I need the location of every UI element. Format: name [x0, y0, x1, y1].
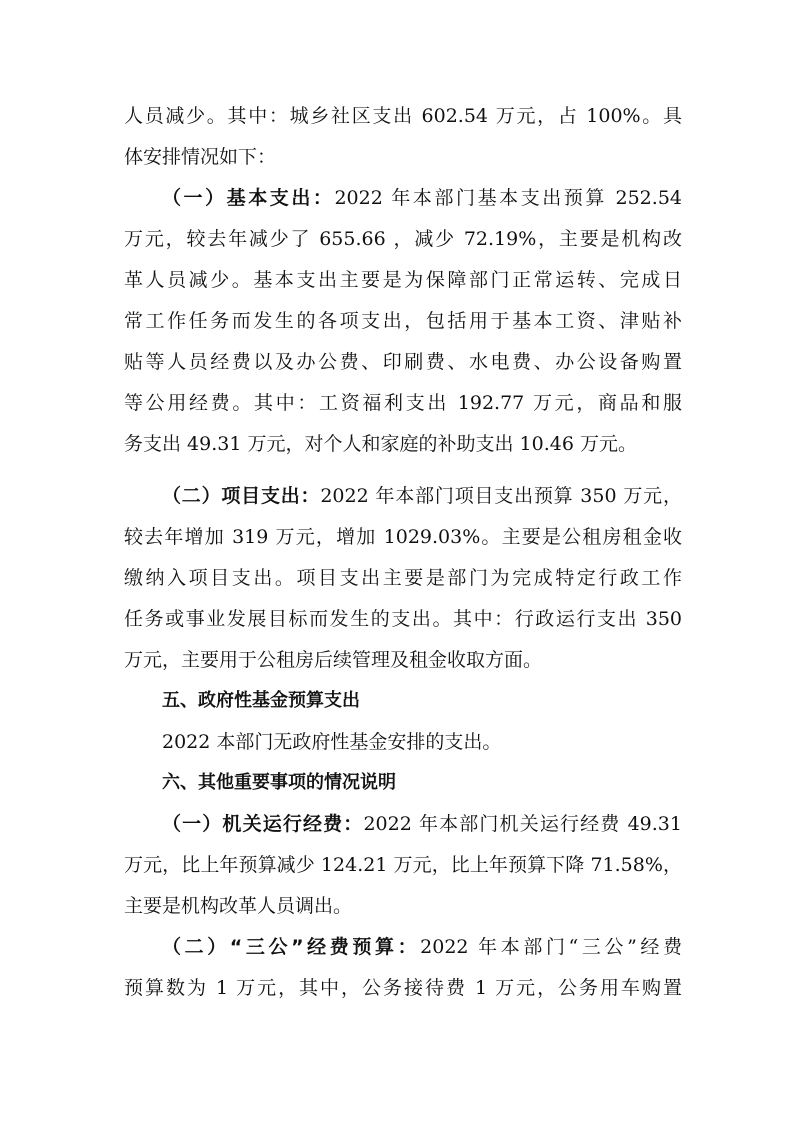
paragraph-line [124, 566, 682, 590]
paragraph-line [124, 391, 682, 415]
text-run: 贴等人员经费以及办公费、印刷费、水电费、办公设备购置 [124, 351, 682, 373]
text-run: 2022 年本部门基本支出预算 252.54 [334, 187, 682, 209]
paragraph-line [124, 145, 682, 169]
text-run: 等公用经费。其中：工资福利支出 192.77 万元，商品和服 [124, 392, 682, 414]
paragraph-line [124, 227, 682, 251]
basic-expenditure-label: （一）基本支出： [162, 187, 335, 209]
paragraph-line [124, 350, 682, 374]
paragraph-line [124, 648, 682, 672]
text-run: 较去年增加 319 万元，增加 1029.03%。主要是公租房租金收 [124, 526, 682, 548]
paragraph-line [124, 309, 682, 333]
sangong-budget-label: （二）“三公”经费预算： [162, 936, 421, 958]
operating-cost-label: （一）机关运行经费： [162, 813, 364, 835]
text-run: 缴纳入项目支出。项目支出主要是部门为完成特定行政工作 [124, 567, 682, 589]
text-run: 务支出 49.31 万元，对个人和家庭的补助支出 10.46 万元。 [124, 433, 637, 455]
text-run: 任务或事业发展目标而发生的支出。其中：行政运行支出 350 [124, 608, 682, 630]
section-heading-5: 五、政府性基金预算支出 [162, 690, 360, 711]
paragraph-line [124, 853, 682, 877]
text-run: 2022 年本部门“三公”经费 [420, 936, 682, 958]
paragraph-line [124, 894, 682, 918]
paragraph-line [124, 976, 682, 1000]
text-run: 体安排情况如下： [124, 146, 277, 168]
paragraph-line [124, 432, 682, 456]
paragraph-line [162, 484, 682, 508]
text-run: 人员减少。其中：城乡社区支出 602.54 万元，占 100%。具 [124, 105, 682, 127]
text-run: 常工作任务而发生的各项支出，包括用于基本工资、津贴补 [124, 310, 682, 332]
paragraph-line [162, 812, 682, 836]
paragraph-line [124, 104, 682, 128]
section-heading-6: 六、其他重要事项的情况说明 [162, 772, 396, 793]
paragraph-line [162, 935, 682, 959]
text-run: 万元，较去年减少了 655.66 ，减少 72.19%，主要是机构改 [124, 228, 682, 250]
paragraph-line [124, 607, 682, 631]
text-run: 主要是机构改革人员调出。 [124, 895, 353, 917]
paragraph-line [124, 525, 682, 549]
text-run: 万元，比上年预算减少 124.21 万元，比上年预算下降 71.58%， [124, 854, 682, 876]
paragraph-line [162, 730, 682, 754]
text-run: 预算数为 1 万元，其中，公务接待费 1 万元，公务用车购置 [124, 977, 682, 999]
paragraph-line [162, 186, 682, 210]
text-run: 2022 年本部门项目支出预算 350 万元， [320, 485, 682, 507]
project-expenditure-label: （二）项目支出： [162, 485, 321, 507]
text-run: 万元，主要用于公租房后续管理及租金收取方面。 [124, 649, 543, 671]
text-run: 2022 本部门无政府性基金安排的支出。 [162, 731, 502, 753]
text-run: 革人员减少。基本支出主要是为保障部门正常运转、完成日 [124, 269, 682, 291]
text-run: 2022 年本部门机关运行经费 49.31 [363, 813, 682, 835]
paragraph-line [124, 268, 682, 292]
